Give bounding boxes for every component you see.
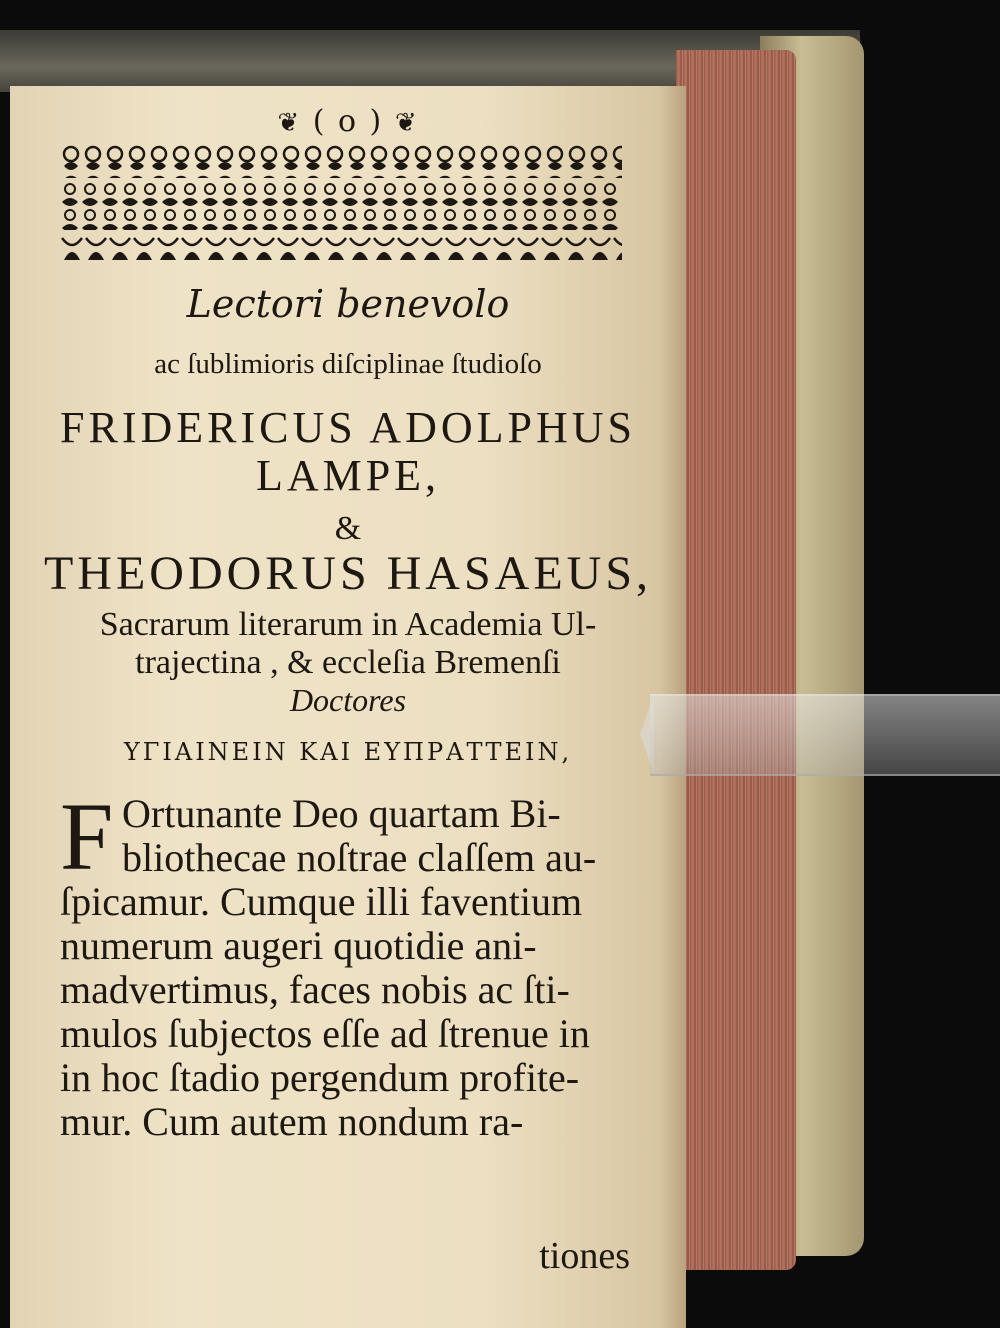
body-line: in hoc ſtadio pergendum profite- — [60, 1055, 580, 1100]
body-line: ſpicamur. Cumque illi faventium — [60, 879, 583, 924]
author-one-surname: LAMPE, — [255, 451, 441, 500]
book-page — [10, 86, 686, 1328]
plastic-bookmark — [650, 694, 1000, 776]
drop-cap: F — [60, 783, 114, 890]
ornament-right-icon: ❦ — [394, 108, 419, 138]
author-titles-line: Sacrarum literarum in Academia Ul- — [99, 606, 597, 643]
page-stack-edge — [676, 50, 796, 1270]
body-line: mulos ſubjectos eſſe ad ſtrenue in — [60, 1011, 590, 1056]
ampersand: & — [334, 510, 362, 547]
author-titles-line: Doctores — [289, 682, 407, 718]
addressee-subheading: ac ſublimioris diſciplinae ſtudioſo — [154, 348, 542, 380]
addressee-heading: Lectori benevolo — [186, 282, 510, 326]
body-line: Ortunante Deo quartam Bi- — [122, 791, 561, 836]
decorative-headpiece — [60, 144, 622, 264]
body-line: numerum augeri quotidie ani- — [60, 923, 537, 968]
author-titles-line: trajectina , & eccleſia Bremenſi — [135, 644, 561, 681]
author-one-name: FRIDERICUS ADOLPHUS — [60, 403, 636, 452]
body-paragraph — [60, 783, 630, 1144]
ornament-left-icon: ❦ — [277, 108, 302, 138]
body-line: mur. Cum autem nondum ra- — [60, 1099, 524, 1144]
catchword: tiones — [539, 1235, 630, 1277]
page-number-text: ( o ) — [312, 104, 384, 139]
greek-greeting: ΥΓΙΑΙΝΕΙΝ ΚΑΙ ΕΥΠΡΑΤΤΕΙΝ, — [123, 738, 573, 766]
body-line: bliothecae noſtrae claſſem au- — [122, 835, 597, 880]
body-line: madvertimus, faces nobis ac ſti- — [60, 967, 570, 1012]
page-number — [10, 104, 686, 139]
author-two-name: THEODORUS HASAEUS, — [43, 547, 653, 600]
